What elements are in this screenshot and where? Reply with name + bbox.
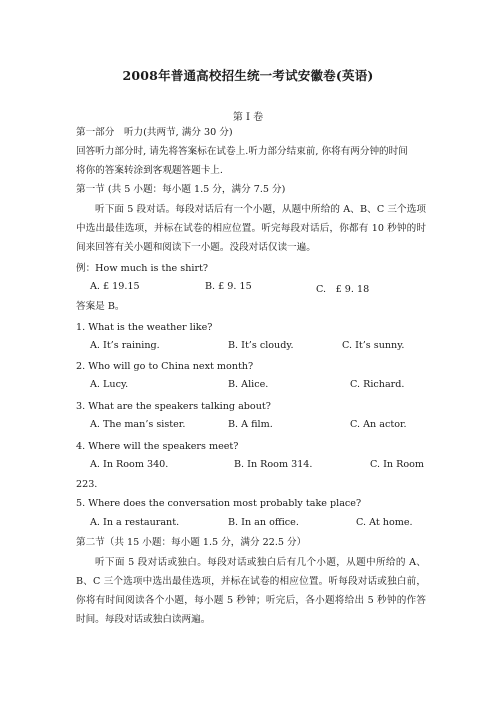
- q2-option-b: B. Alice.: [228, 379, 269, 390]
- q4-option-c: C. In Room: [370, 459, 424, 470]
- example-answer: 答案是 B。: [76, 301, 125, 312]
- question-5: 5. Where does the conversation most probably take place?: [76, 498, 362, 509]
- document-title: 2008年普通高校招生统一考试安徽卷(英语): [122, 68, 374, 83]
- part1-heading: 第一部分 听力(共两节, 满分 30 分): [76, 127, 233, 138]
- example-question: 例：How much is the shirt?: [76, 263, 209, 274]
- q1-option-c: C. It’s sunny.: [342, 340, 405, 351]
- part1-intro-line1: 回答听力部分时, 请先将答案标在试卷上.听力部分结束前, 你将有两分钟的时间: [76, 146, 408, 157]
- section2-heading: 第二节（共 15 小题：每小题 1.5 分，满分 22.5 分）: [76, 537, 307, 548]
- question-4: 4. Where will the speakers meet?: [76, 441, 239, 452]
- part1-intro-line2: 将你的答案转涂到客观题答题卡上.: [76, 165, 223, 176]
- q5-option-b: B. In an office.: [228, 517, 299, 528]
- section1-instructions: 听下面 5 段对话。每段对话后有一个小题，从题中所给的 A、B、C 三个选项中选出最佳选项，并标在试卷的相应位置。听完每段对话后，你都有 10 秒钟的时间来回答有关小题和阅读下一小题。没段对话仅读一遍。: [76, 204, 426, 253]
- q3-option-c: C. An actor.: [350, 419, 407, 430]
- q1-option-b: B. It’s cloudy.: [228, 340, 294, 351]
- q2-option-c: C. Richard.: [350, 379, 405, 390]
- q3-option-b: B. A film.: [228, 419, 273, 430]
- example-option-a: A. £ 19.15: [90, 281, 140, 292]
- question-1: 1. What is the weather like?: [76, 322, 213, 333]
- q3-option-a: A. The man’s sister.: [90, 419, 186, 430]
- example-option-b: B. £ 9. 15: [205, 281, 252, 292]
- volume-label: 第 I 卷: [232, 112, 264, 123]
- question-3: 3. What are the speakers talking about?: [76, 401, 271, 412]
- q4-option-c-continued: 223.: [76, 479, 98, 490]
- example-option-c: C. £ 9. 18: [316, 284, 370, 295]
- q1-option-a: A. It’s raining.: [90, 340, 160, 351]
- q5-option-a: A. In a restaurant.: [90, 517, 180, 528]
- q4-option-b: B. In Room 314.: [234, 459, 313, 470]
- section2-instructions: 听下面 5 段对话或独白。每段对话或独白后有几个小题，从题中所给的 A、B、C 三个选项中选出最佳选项，并标在试卷的相应位置。听每段对话或独白前，你将有时间阅读各个小题，每小题 5 秒钟；听完后，各小题将给出 5 秒钟的作答时间。每段对话或独白读两遍。: [76, 557, 426, 625]
- q2-option-a: A. Lucy.: [90, 379, 129, 390]
- question-2: 2. Who will go to China next month?: [76, 361, 254, 372]
- q5-option-c: C. At home.: [356, 517, 413, 528]
- section1-heading: 第一节 (共 5 小题：每小题 1.5 分，满分 7.5 分): [76, 184, 286, 195]
- q4-option-a: A. In Room 340.: [90, 459, 169, 470]
